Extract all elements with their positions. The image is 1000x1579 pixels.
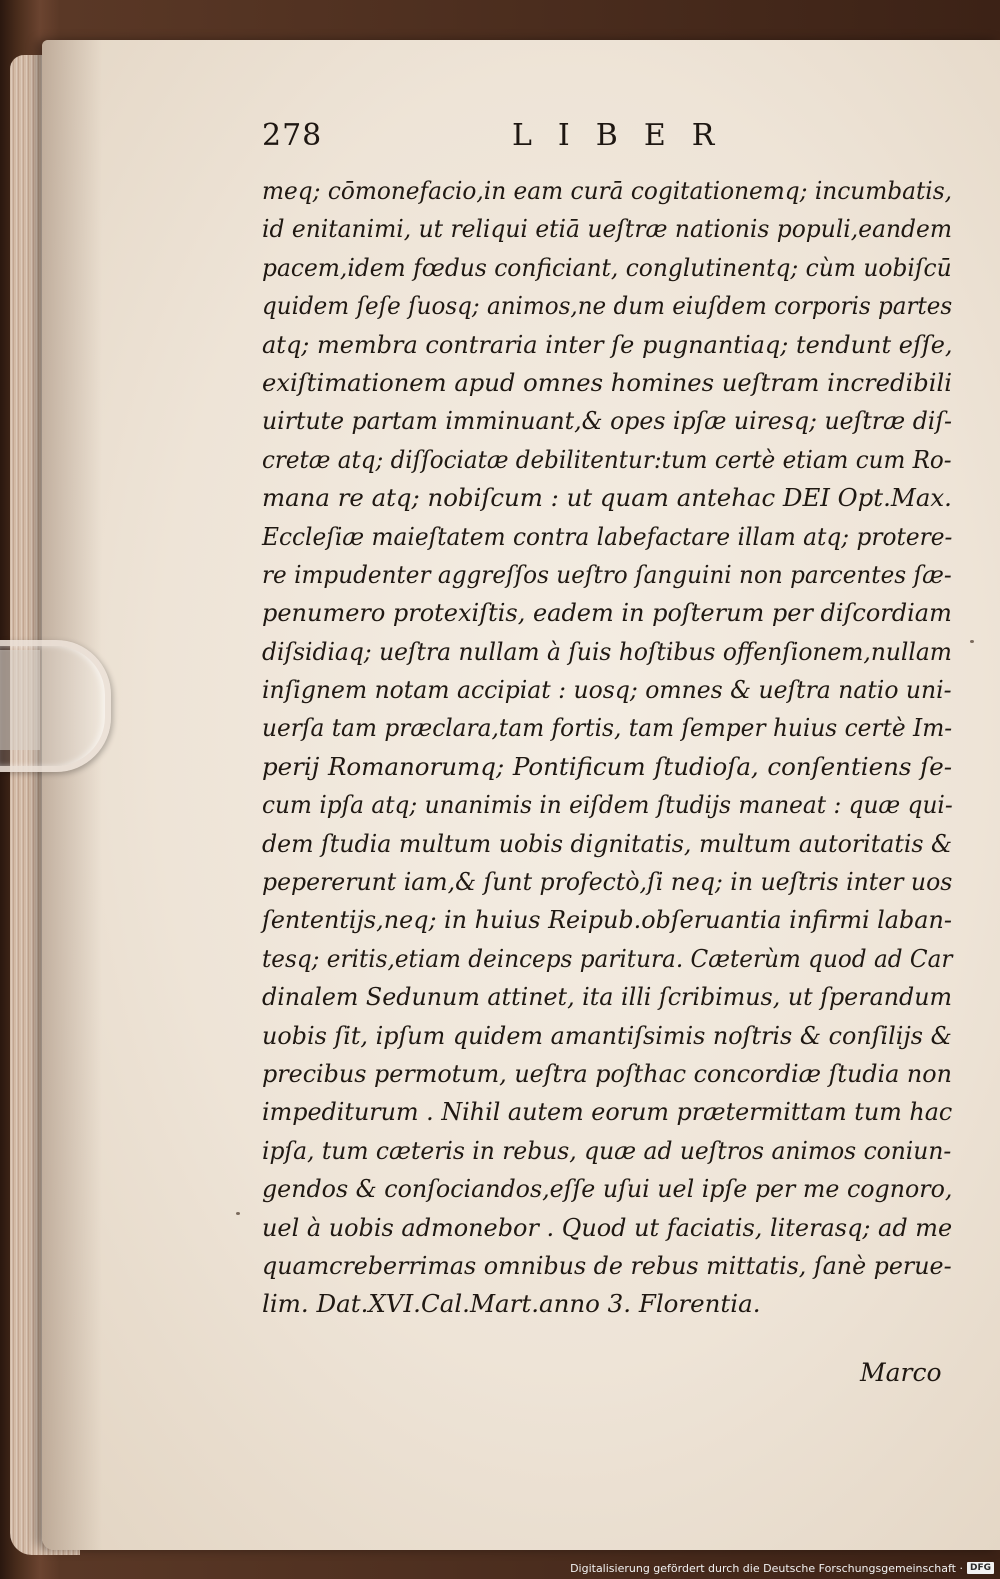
page-clip xyxy=(0,640,111,772)
text-line: atq; membra contraria inter ſe pugnantiaq; tendunt eſſe, xyxy=(262,329,953,359)
text-line: perij Romanorumq; Pontificum ſtudioſa, conſentiens ſe- xyxy=(262,751,952,781)
running-head xyxy=(262,118,952,162)
text-line: diſsidiaq; ueſtra nullam à ſuis hoſtibus offenſionem,nullam xyxy=(262,636,952,666)
text-line: ipſa, tum cæteris in rebus, quæ ad ueſtros animos coniun- xyxy=(262,1135,952,1165)
text-line: meq; cōmonefacio,in eam curā cogitationemq; incumbatis, xyxy=(262,176,953,205)
text-line: inſignem notam accipiat : uosq; omnes & ueſtra natio uni- xyxy=(262,675,952,705)
text-line: precibus permotum, ueſtra poſthac concordiæ ſtudia non xyxy=(262,1058,952,1088)
text-line: exiſtimationem apud omnes homines ueſtram incredibili xyxy=(262,367,952,397)
text-line: gendos & conſociandos,eſſe uſui uel ipſe per me cognoro, xyxy=(262,1174,953,1204)
text-line: dinalem Sedunum attinet, ita illi ſcribimus, ut ſperandum xyxy=(262,982,953,1012)
text-line: dem ſtudia multum uobis dignitatis, multum autoritatis & xyxy=(262,828,953,858)
text-line: uirtute partam imminuant,& opes ipſæ uiresq; ueſtræ diſ- xyxy=(262,406,953,436)
catchword: Marco xyxy=(860,1358,942,1387)
digitization-credit xyxy=(570,1560,994,1576)
paper-speck xyxy=(236,1212,240,1215)
dfg-logo: DFG xyxy=(967,1562,994,1574)
text-line: impediturum . Nihil autem eorum prætermittam tum hac xyxy=(262,1097,953,1127)
text-line: quamcreberrimas omnibus de rebus mittatis, ſanè perue- xyxy=(262,1250,952,1280)
text-line: uerſa tam præclara,tam fortis, tam ſemper huius certè Im- xyxy=(262,713,953,743)
text-line: uel à uobis admonebor . Quod ut faciatis, literasq; ad me xyxy=(262,1212,953,1242)
text-line: pepererunt iam,& ſunt profectò,ſi neq; in ueſtris inter uos xyxy=(262,867,953,897)
text-line: ſententijs,neq; in huius Reipub.obſeruantia infirmi laban- xyxy=(262,905,952,935)
text-line: uobis ſit, ipſum quidem amantiſsimis noſtris & conſilijs & xyxy=(262,1020,952,1050)
text-line: re impudenter aggreſſos ueſtro ſanguini non parcentes ſæ- xyxy=(262,559,952,589)
running-title: LIBER xyxy=(512,118,741,153)
text-line: mana re atq; nobiſcum : ut quam antehac DEI Opt.Max. xyxy=(262,483,952,513)
text-line: tesq; eritis,etiam deinceps paritura. Cæterùm quod ad Car xyxy=(262,943,953,973)
text-line: cretæ atq; diſſociatæ debilitentur:tum certè etiam cum Ro- xyxy=(262,444,952,474)
text-line: quidem ſeſe ſuosq; animos,ne dum eiuſdem corporis partes xyxy=(262,291,953,321)
text-line: id enitanimi, ut reliqui etiā ueſtræ nationis populi,eandem xyxy=(262,214,952,244)
text-line: Eccleſiæ maieſtatem contra labefactare illam atq; protere- xyxy=(262,521,953,551)
paper-speck xyxy=(970,640,974,643)
text-line: lim. Dat.XVI.Cal.Mart.anno 3. Florentia. xyxy=(262,1289,761,1319)
text-line: cum ipſa atq; unanimis in eiſdem ſtudijs maneat : quæ qui- xyxy=(262,790,953,820)
text-line: penumero protexiſtis, eadem in poſterum per diſcordiam xyxy=(262,598,952,628)
text-line: pacem,idem fœdus conficiant, conglutinentq; cùm uobiſcū xyxy=(262,252,952,282)
body-text xyxy=(262,172,952,1324)
credit-text: Digitalisierung gefördert durch die Deutsche Forschungsgemeinschaft · xyxy=(570,1561,963,1575)
page-number: 278 xyxy=(262,118,323,153)
